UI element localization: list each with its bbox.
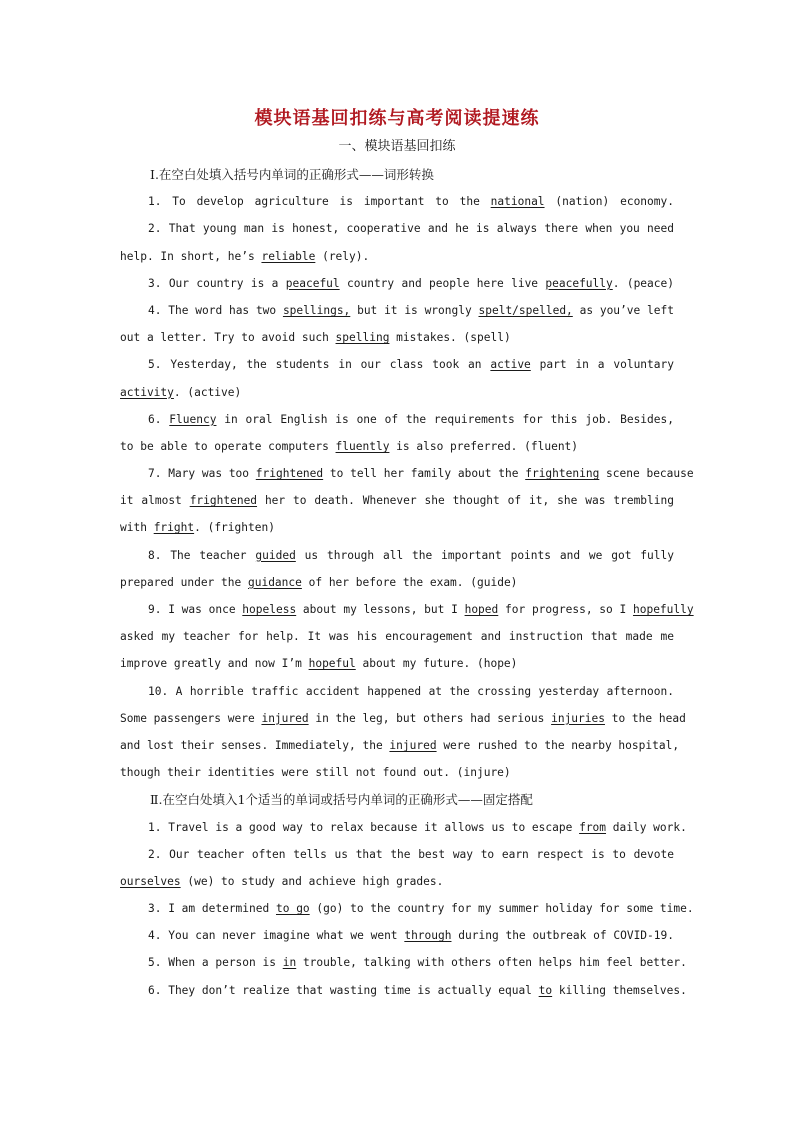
exercise-line <box>120 243 674 270</box>
answer-blank: frightening <box>525 467 600 481</box>
exercise-text: 6. <box>148 412 170 426</box>
exercise-line <box>120 324 674 351</box>
exercise-text: help. In short, he’s <box>120 249 262 263</box>
answer-blank: hopeful <box>308 657 356 671</box>
exercise-text: 5. When a person is <box>148 956 283 970</box>
exercise-text: in oral English is one of the requirements for this job. Besides, <box>216 412 674 426</box>
exercise-text: were rushed to the nearby hospital, <box>436 738 680 752</box>
answer-blank: guided <box>255 548 296 562</box>
answer-blank: injured <box>389 738 437 752</box>
section-heading-two: Ⅱ.在空白处填入1个适当的单词或括号内单词的正确形式——固定搭配 <box>150 792 533 808</box>
exercise-text: part in a voluntary <box>530 358 674 372</box>
exercise-text: it almost <box>120 494 190 508</box>
exercise-line <box>120 868 674 895</box>
exercise-text: mistakes. (spell) <box>389 331 511 345</box>
exercise-text: 4. You can never imagine what we went <box>148 929 405 943</box>
exercise-text: 4. The word has two <box>148 303 283 317</box>
exercise-text: her to death. Whenever she thought of it, she was trembling <box>257 494 674 508</box>
answer-blank: to <box>538 983 553 997</box>
page-title: 模块语基回扣练与高考阅读提速练 <box>254 108 540 129</box>
exercise-line <box>120 922 674 949</box>
exercise-line <box>120 188 674 215</box>
exercise-text: 7. Mary was too <box>148 467 256 481</box>
exercise-text: 10. A horrible traffic accident happened at the crossing yesterday afternoon. <box>148 684 674 698</box>
exercise-text: (go) to the country for my summer holiday for some time. <box>309 902 694 916</box>
exercise-text: improve greatly and now I’m <box>120 657 309 671</box>
answer-blank: Fluency <box>169 412 217 426</box>
exercise-text: country and people here live <box>339 276 546 290</box>
exercise-text: in the leg, but others had serious <box>308 711 552 725</box>
exercise-text: 9. I was once <box>148 603 243 616</box>
exercise-line <box>120 623 674 650</box>
answer-blank: fright <box>153 521 195 535</box>
exercise-line <box>120 949 687 976</box>
exercise-text: . (peace) <box>612 276 674 290</box>
exercise-text: Some passengers were <box>120 711 262 725</box>
exercise-text: (we) to study and achieve high grades. <box>180 874 444 888</box>
exercise-line <box>120 487 674 514</box>
exercise-text: about my lessons, but I <box>296 603 465 616</box>
answer-blank: peaceful <box>285 276 340 290</box>
exercise-line <box>120 732 680 759</box>
exercise-body <box>120 161 694 1004</box>
exercise-line <box>120 270 674 297</box>
exercise-text: to the head <box>604 711 686 725</box>
answer-blank: hopeless <box>242 603 297 616</box>
exercise-line <box>120 678 674 705</box>
exercise-text: 3. Our country is a <box>148 276 286 290</box>
exercise-text: scene because <box>599 467 694 481</box>
exercise-line <box>120 351 674 378</box>
answer-blank: injuries <box>551 711 605 725</box>
answer-blank: in <box>282 956 297 970</box>
exercise-line <box>120 759 674 786</box>
exercise-line <box>120 650 674 677</box>
exercise-text: killing themselves. <box>552 983 687 997</box>
exercise-text: 6. They don’t realize that wasting time is actually equal <box>148 983 539 997</box>
answer-blank: hopefully <box>632 603 694 616</box>
exercise-line <box>120 569 674 596</box>
answer-blank: active <box>490 358 531 372</box>
answer-blank: spelling <box>335 331 390 345</box>
exercise-text: and lost their senses. Immediately, the <box>120 738 390 752</box>
exercise-line <box>120 297 674 324</box>
answer-blank: through <box>404 929 452 943</box>
answer-blank: national <box>490 195 545 209</box>
exercise-text: of her before the exam. (guide) <box>301 575 518 589</box>
section-heading-one: Ⅰ.在空白处填入括号内单词的正确形式——词形转换 <box>150 167 434 182</box>
exercise-text: to tell her family about the <box>323 467 526 481</box>
exercise-line <box>120 460 694 487</box>
answer-blank: hoped <box>464 603 499 616</box>
exercise-line <box>120 542 674 569</box>
exercise-text: us through all the important points and we got fully <box>295 548 674 562</box>
exercise-text: 1. Travel is a good way to relax because it allows us to escape <box>148 820 580 834</box>
exercise-text: 2. Our teacher often tells us that the best way to earn respect is to devote <box>148 847 674 861</box>
exercise-text: during the outbreak of COVID-19. <box>451 929 674 943</box>
exercise-text: with <box>120 521 154 535</box>
answer-blank: peacefully <box>545 276 613 290</box>
exercise-text: . (frighten) <box>194 521 275 535</box>
answer-blank: frightened <box>189 494 258 508</box>
answer-blank: from <box>579 820 607 834</box>
answer-blank: guidance <box>247 575 302 589</box>
exercise-text: (rely). <box>315 249 370 263</box>
exercise-text: asked my teacher for help. It was his encouragement and instruction that made me <box>120 630 674 644</box>
exercise-text: (nation) economy. <box>544 195 674 209</box>
exercise-text: for progress, so I <box>498 603 633 616</box>
exercise-line <box>120 379 674 406</box>
answer-blank: activity <box>120 385 174 399</box>
exercise-text: though their identities were still not found out. (injure) <box>120 766 511 780</box>
exercise-text: out a letter. Try to avoid such <box>120 331 336 345</box>
answer-blank: frightened <box>255 467 324 481</box>
exercise-text: but it is wrongly <box>350 303 479 317</box>
exercise-text: 1. To develop agriculture is important to the <box>148 195 491 209</box>
exercise-text: as you’ve left <box>572 303 674 317</box>
exercise-text: trouble, talking with others often helps him feel better. <box>296 956 687 970</box>
exercise-line <box>120 841 674 868</box>
exercise-line <box>120 406 674 433</box>
exercise-line <box>120 895 694 922</box>
answer-blank: to go <box>275 902 310 916</box>
answer-blank: injured <box>261 711 309 725</box>
answer-blank: fluently <box>335 439 390 453</box>
exercise-line <box>120 977 687 1004</box>
exercise-line <box>120 705 686 732</box>
exercise-text: 2. That young man is honest, cooperative and he is always there when you need <box>148 222 674 236</box>
exercise-line <box>120 814 687 841</box>
exercise-text: 5. Yesterday, the students in our class took an <box>148 358 491 372</box>
answer-blank: spelt/spelled, <box>478 303 573 317</box>
exercise-text: prepared under the <box>120 575 248 589</box>
answer-blank: reliable <box>261 249 316 263</box>
exercise-line <box>120 433 674 460</box>
exercise-line <box>120 596 694 623</box>
exercise-text: to be able to operate computers <box>120 439 336 453</box>
answer-blank: ourselves <box>120 874 181 888</box>
exercise-text: 8. The teacher <box>148 548 256 562</box>
exercise-text: is also preferred. (fluent) <box>389 439 579 453</box>
exercise-text: . (active) <box>173 385 242 399</box>
exercise-line <box>120 514 674 541</box>
exercise-text: daily work. <box>606 820 687 834</box>
exercise-line <box>120 215 674 242</box>
exercise-text: about my future. (hope) <box>355 657 518 671</box>
exercise-text: 3. I am determined <box>148 902 276 916</box>
answer-blank: spellings, <box>282 303 351 317</box>
section-subtitle: 一、模块语基回扣练 <box>338 139 456 154</box>
